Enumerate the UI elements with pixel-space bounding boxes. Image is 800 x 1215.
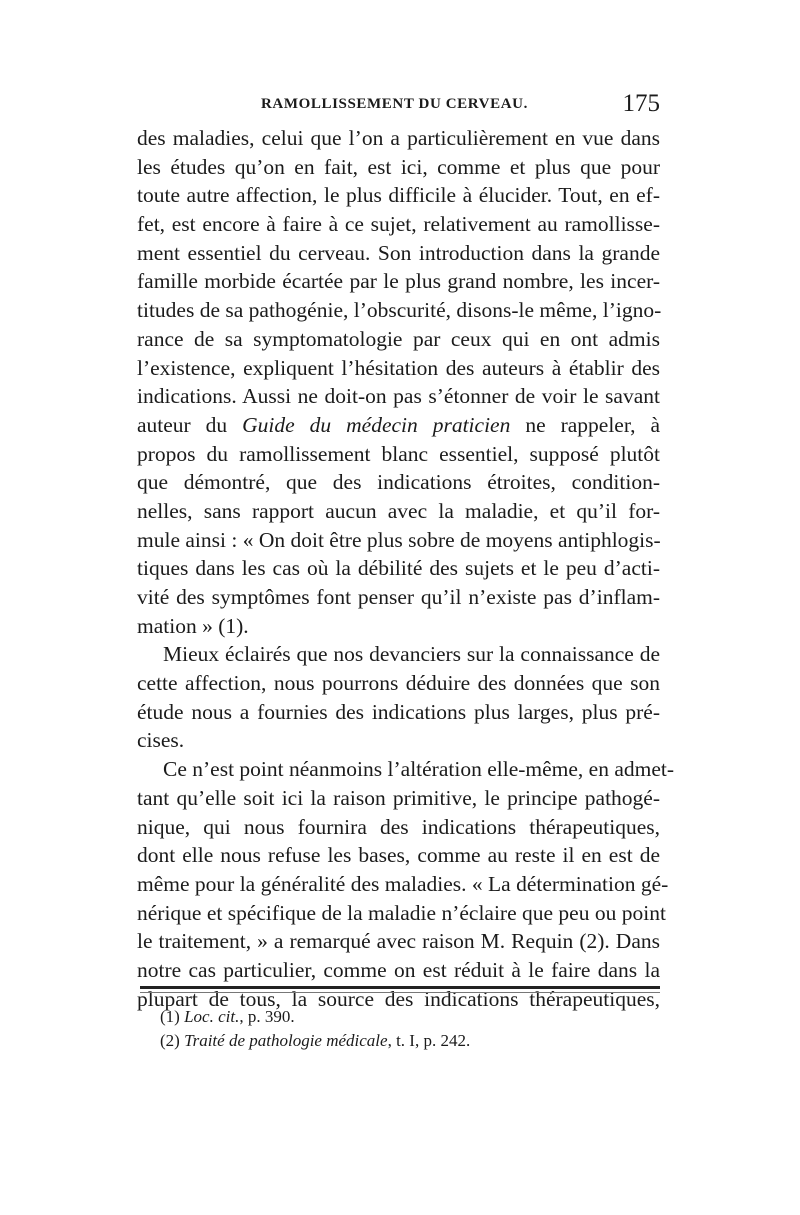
footnote (160, 1005, 660, 1029)
text-line: mation » (1). (137, 613, 249, 638)
text-line: que démontré, que des indications étroites, condition- (137, 470, 660, 495)
footnote-number: (2) (160, 1031, 180, 1050)
text-line: propos du ramollissement blanc essentiel, supposé plutôt (137, 441, 660, 466)
text-line: tant qu’elle soit ici la raison primitive, le principe pathogé- (137, 785, 660, 810)
text-segment: ne rappeler, à (525, 412, 661, 437)
text-line: nérique et spécifique de la maladie n’éclaire que peu ou point (137, 900, 666, 925)
text-line: ment essentiel du cerveau. Son introduction dans la grande (137, 240, 660, 265)
text-line: cises. (137, 728, 185, 753)
book-title: Guide du médecin praticien (242, 412, 511, 437)
text-line: cette affection, nous pourrons déduire des données que son (137, 671, 660, 696)
text-segment: auteur du (137, 412, 228, 437)
text-line: le traitement, » a remarqué avec raison M. Requin (2). Dans (137, 929, 660, 954)
text-line: famille morbide écartée par le plus grand nombre, les incer- (137, 269, 660, 294)
text-line: dont elle nous refuse les bases, comme au reste il en est de (137, 843, 660, 868)
footnotes (160, 1005, 660, 1053)
footnote-title: Traité de pathologie médicale (184, 1031, 388, 1050)
text-line: même pour la généralité des maladies. « La détermination gé- (137, 871, 669, 896)
text-line: mule ainsi : « On doit être plus sobre de moyens antiphlogis- (137, 527, 661, 552)
running-title: RAMOLLISSEMENT DU CERVEAU. (261, 96, 528, 112)
footnote-title: Loc. cit. (184, 1007, 240, 1026)
body-text (137, 124, 675, 1013)
text-line: fet, est encore à faire à ce sujet, relativement au ramollisse- (137, 212, 660, 237)
text-line: titudes de sa pathogénie, l’obscurité, disons-le même, l’igno- (137, 298, 662, 323)
text-line: plupart de tous, la source des indications thérapeutiques, (137, 986, 660, 1011)
page-header (137, 90, 660, 124)
text-line: toute autre affection, le plus difficile à élucider. Tout, en ef- (137, 183, 660, 208)
text-line: Mieux éclairés que nos devanciers sur la connaissance de (163, 642, 660, 667)
text-line: l’existence, expliquent l’hésitation des auteurs à établir des (137, 355, 660, 380)
text-line: nique, qui nous fournira des indications thérapeutiques, (137, 814, 660, 839)
footnote-reference: , t. I, p. 242. (387, 1031, 471, 1050)
text-line: des maladies, celui que l’on a particulièrement en vue dans (137, 126, 660, 150)
text-line: vité des symptômes font penser qu’il n’existe pas d’inflam- (137, 585, 660, 609)
footnote-divider (140, 986, 660, 989)
text-line: les études qu’on en fait, est ici, comme et plus que pour (137, 154, 660, 179)
text-line: notre cas particulier, comme on est réduit à le faire dans la (137, 957, 660, 982)
page-number: 175 (622, 90, 660, 117)
text-line: indications. Aussi ne doit-on pas s’étonner de voir le savant (137, 384, 660, 409)
footnote-reference: , p. 390. (239, 1007, 295, 1026)
text-line-with-title (137, 411, 660, 440)
text-line: Ce n’est point néanmoins l’altération elle-même, en admet- (163, 757, 675, 782)
text-line: rance de sa symptomatologie par ceux qui en ont admis (137, 326, 660, 351)
text-line: tiques dans les cas où la débilité des sujets et le peu d’acti- (137, 556, 660, 581)
text-line: étude nous a fournies des indications plus larges, plus pré- (137, 699, 660, 724)
footnote-number: (1) (160, 1007, 180, 1026)
footnote (160, 1029, 660, 1053)
text-line: nelles, sans rapport aucun avec la maladie, et qu’il for- (137, 498, 660, 523)
